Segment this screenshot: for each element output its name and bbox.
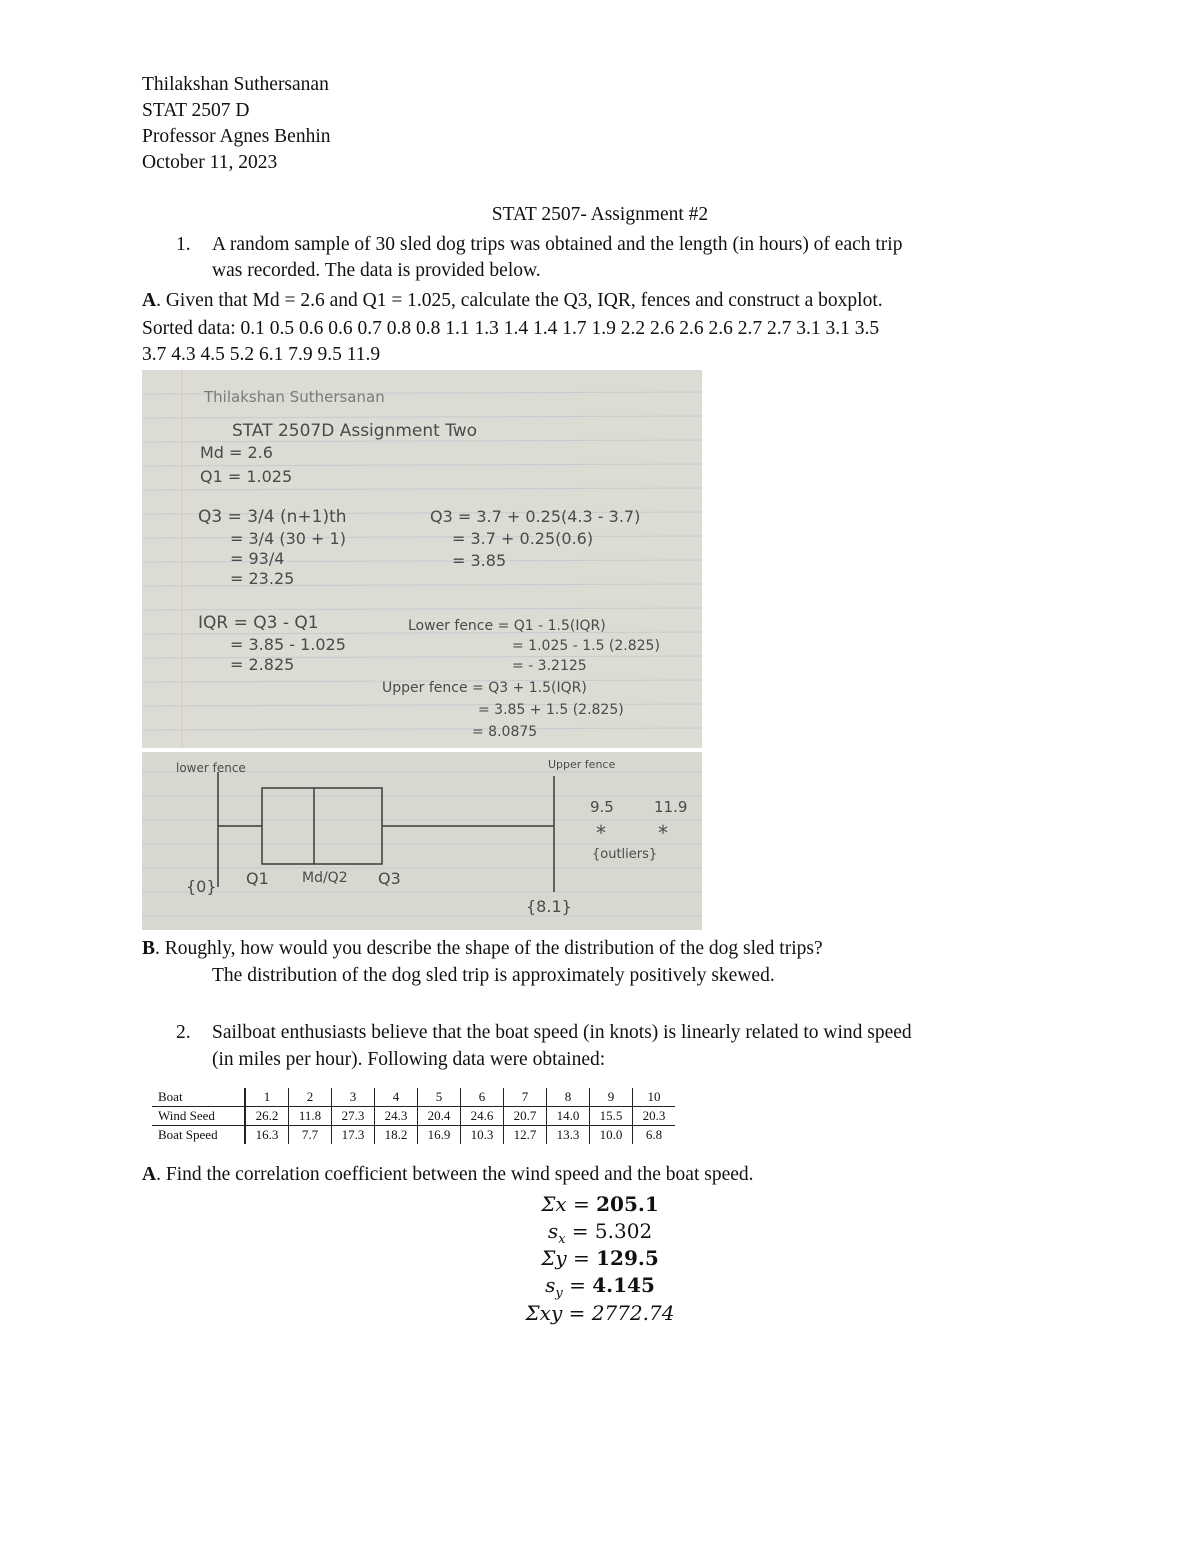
row-header-boat: Boat [152,1088,245,1107]
hw-lower-fence-line1: Lower fence = Q1 - 1.5(IQR) [408,618,606,634]
hw-iqr-line2: = 3.85 - 1.025 [230,635,346,654]
q2-part-a-text: . Find the correlation coefficient between the wind speed and the boat speed. [156,1164,754,1185]
table-cell-boat-speed: 6.8 [633,1126,676,1145]
q1-number: 1. [176,234,191,255]
q1-part-b [142,936,823,962]
stat-sum-y-value: 129.5 [596,1246,659,1270]
stat-sum-xy-label: Σxy = [525,1301,592,1325]
hw-md: Md = 2.6 [200,443,273,462]
hw-q3-line2: = 3/4 (30 + 1) [230,529,346,548]
hw-q3-value-line3: = 3.85 [452,551,507,570]
hw-iqr-line3: = 2.825 [230,655,295,674]
table-cell-wind-speed: 14.0 [547,1107,590,1126]
table-row-wind-speed [152,1107,675,1126]
boxplot-q1-label: Q1 [246,869,269,888]
q1-part-a [142,288,883,314]
stat-sy-subscript: y [555,1286,563,1301]
table-cell-wind-speed: 20.3 [633,1107,676,1126]
table-cell-wind-speed: 24.6 [461,1107,504,1126]
handwritten-boxplot-photo [142,752,702,930]
q2-part-a-label: A [142,1164,157,1185]
sailboat-data-table [152,1088,675,1144]
hw-lower-fence-label: lower fence [176,761,246,775]
hw-upper-fence-label: Upper fence [548,758,616,771]
table-cell-boat-speed: 13.3 [547,1126,590,1145]
hw-q3-value-line2: = 3.7 + 0.25(0.6) [452,529,594,548]
boxplot-box [262,788,382,864]
stat-sum-xy-value: 2772.74 [591,1301,675,1325]
stat-sy-equals: = [562,1273,593,1297]
table-cell-boat-number: 4 [375,1088,418,1107]
hw-q3-value-line1: Q3 = 3.7 + 0.25(4.3 - 3.7) [430,507,641,526]
hw-upper-fence-line3: = 8.0875 [472,724,538,740]
q1-part-a-text: . Given that Md = 2.6 and Q1 = 1.025, calculate the Q3, IQR, fences and construct a boxplot. [156,290,883,311]
q2-text-line2: (in miles per hour). Following data were obtained: [212,1049,606,1070]
table-cell-boat-speed: 7.7 [289,1126,332,1145]
outlier-value-1: 9.5 [590,798,614,816]
author-name: Thilakshan Suthersanan [142,74,329,95]
q1-part-b-label: B [142,938,156,959]
table-cell-wind-speed: 26.2 [245,1107,289,1126]
table-cell-boat-number: 10 [633,1088,676,1107]
q1-text-line2: was recorded. The data is provided below. [212,260,541,281]
stat-sum-x [0,1191,1200,1218]
table-cell-boat-speed: 12.7 [504,1126,547,1145]
table-cell-boat-speed: 18.2 [375,1126,418,1145]
stat-sx-value: 5.302 [594,1219,653,1243]
boxplot-upper-value-label: {8.1} [526,897,572,916]
table-row-boat [152,1088,675,1107]
professor-name: Professor Agnes Benhin [142,126,331,147]
table-cell-boat-speed: 10.3 [461,1126,504,1145]
hw-upper-fence-line1: Upper fence = Q3 + 1.5(IQR) [382,680,587,696]
table-cell-boat-speed: 16.3 [245,1126,289,1145]
stat-sum-x-label: Σx = [541,1192,597,1216]
q2-number: 2. [176,1022,191,1043]
q1-part-a-label: A [142,290,157,311]
stat-sy-value: 4.145 [592,1273,655,1297]
stat-sum-xy [0,1300,1200,1327]
table-cell-boat-number: 2 [289,1088,332,1107]
table-cell-boat-number: 6 [461,1088,504,1107]
q2-part-a [142,1162,754,1188]
table-cell-wind-speed: 11.8 [289,1107,332,1126]
table-cell-boat-number: 8 [547,1088,590,1107]
table-cell-wind-speed: 20.4 [418,1107,461,1126]
table-cell-boat-number: 3 [332,1088,375,1107]
hw-upper-fence-line2: = 3.85 + 1.5 (2.825) [478,702,624,718]
hw-q3-line4: = 23.25 [230,569,295,588]
q1-part-b-text: . Roughly, how would you describe the shape of the distribution of the dog sled trips? [155,938,823,959]
table-cell-boat-speed: 17.3 [332,1126,375,1145]
stat-sx-label: s [547,1219,559,1243]
outlier-star-1: * [596,821,606,845]
outliers-label: {outliers} [592,847,658,862]
boxplot-min-label: {0} [186,877,217,896]
table-row-boat-speed [152,1126,675,1145]
handwritten-calculations-drawing [142,370,702,748]
table-cell-wind-speed: 24.3 [375,1107,418,1126]
row-header-boat-speed: Boat Speed [158,1127,218,1142]
q1-part-b-answer: The distribution of the dog sled trip is approximately positively skewed. [212,965,775,986]
table-cell-boat-number: 7 [504,1088,547,1107]
handwritten-boxplot-drawing [142,752,702,930]
table-cell-boat-number: 1 [245,1088,289,1107]
sorted-data-line2: 3.7 4.3 4.5 5.2 6.1 7.9 9.5 11.9 [142,344,381,365]
hw-lower-fence-line3: = - 3.2125 [512,658,587,674]
hw-q1: Q1 = 1.025 [200,467,293,486]
table-cell-wind-speed: 20.7 [504,1107,547,1126]
table-cell-boat-number: 9 [590,1088,633,1107]
stat-sy-label: s [545,1273,556,1297]
outlier-value-2: 11.9 [654,798,688,816]
boxplot-md-label: Md/Q2 [302,870,348,886]
submission-date: October 11, 2023 [142,152,278,173]
table-cell-wind-speed: 27.3 [332,1107,375,1126]
table-cell-boat-speed: 16.9 [418,1126,461,1145]
sorted-data-line1: Sorted data: 0.1 0.5 0.6 0.6 0.7 0.8 0.8 1.1 1.3 1.4 1.4 1.7 1.9 2.2 2.6 2.6 2.6 2.7 2.7 3.1 3.1 3.5 [142,318,880,339]
stat-sum-x-value: 205.1 [596,1192,659,1216]
hw-q3-line1: Q3 = 3/4 (n+1)th [198,507,347,527]
stat-sum-y [0,1245,1200,1272]
course-code: STAT 2507 D [142,100,250,121]
table-cell-wind-speed: 15.5 [590,1107,633,1126]
row-header-wind-speed: Wind Seed [152,1107,245,1126]
hw-name: Thilakshan Suthersanan [204,388,385,406]
stat-sx-equals: = [565,1219,595,1243]
handwritten-calculations-photo [142,370,702,748]
outlier-star-2: * [658,821,668,845]
stat-sum-y-label: Σy = [541,1246,597,1270]
q2-text-line1: Sailboat enthusiasts believe that the boat speed (in knots) is linearly related to wind speed [212,1022,912,1043]
q1-text-line1: A random sample of 30 sled dog trips was obtained and the length (in hours) of each trip [212,234,903,255]
hw-iqr-line1: IQR = Q3 - Q1 [198,613,319,633]
hw-title: STAT 2507D Assignment Two [232,421,478,441]
table-cell-boat-speed: 10.0 [590,1126,633,1145]
stat-sx-subscript: x [558,1232,566,1247]
hw-lower-fence-line2: = 1.025 - 1.5 (2.825) [512,638,660,654]
hw-q3-line3: = 93/4 [230,549,285,568]
table-cell-boat-number: 5 [418,1088,461,1107]
boxplot-q3-label: Q3 [378,869,401,888]
document-title: STAT 2507- Assignment #2 [491,204,709,225]
